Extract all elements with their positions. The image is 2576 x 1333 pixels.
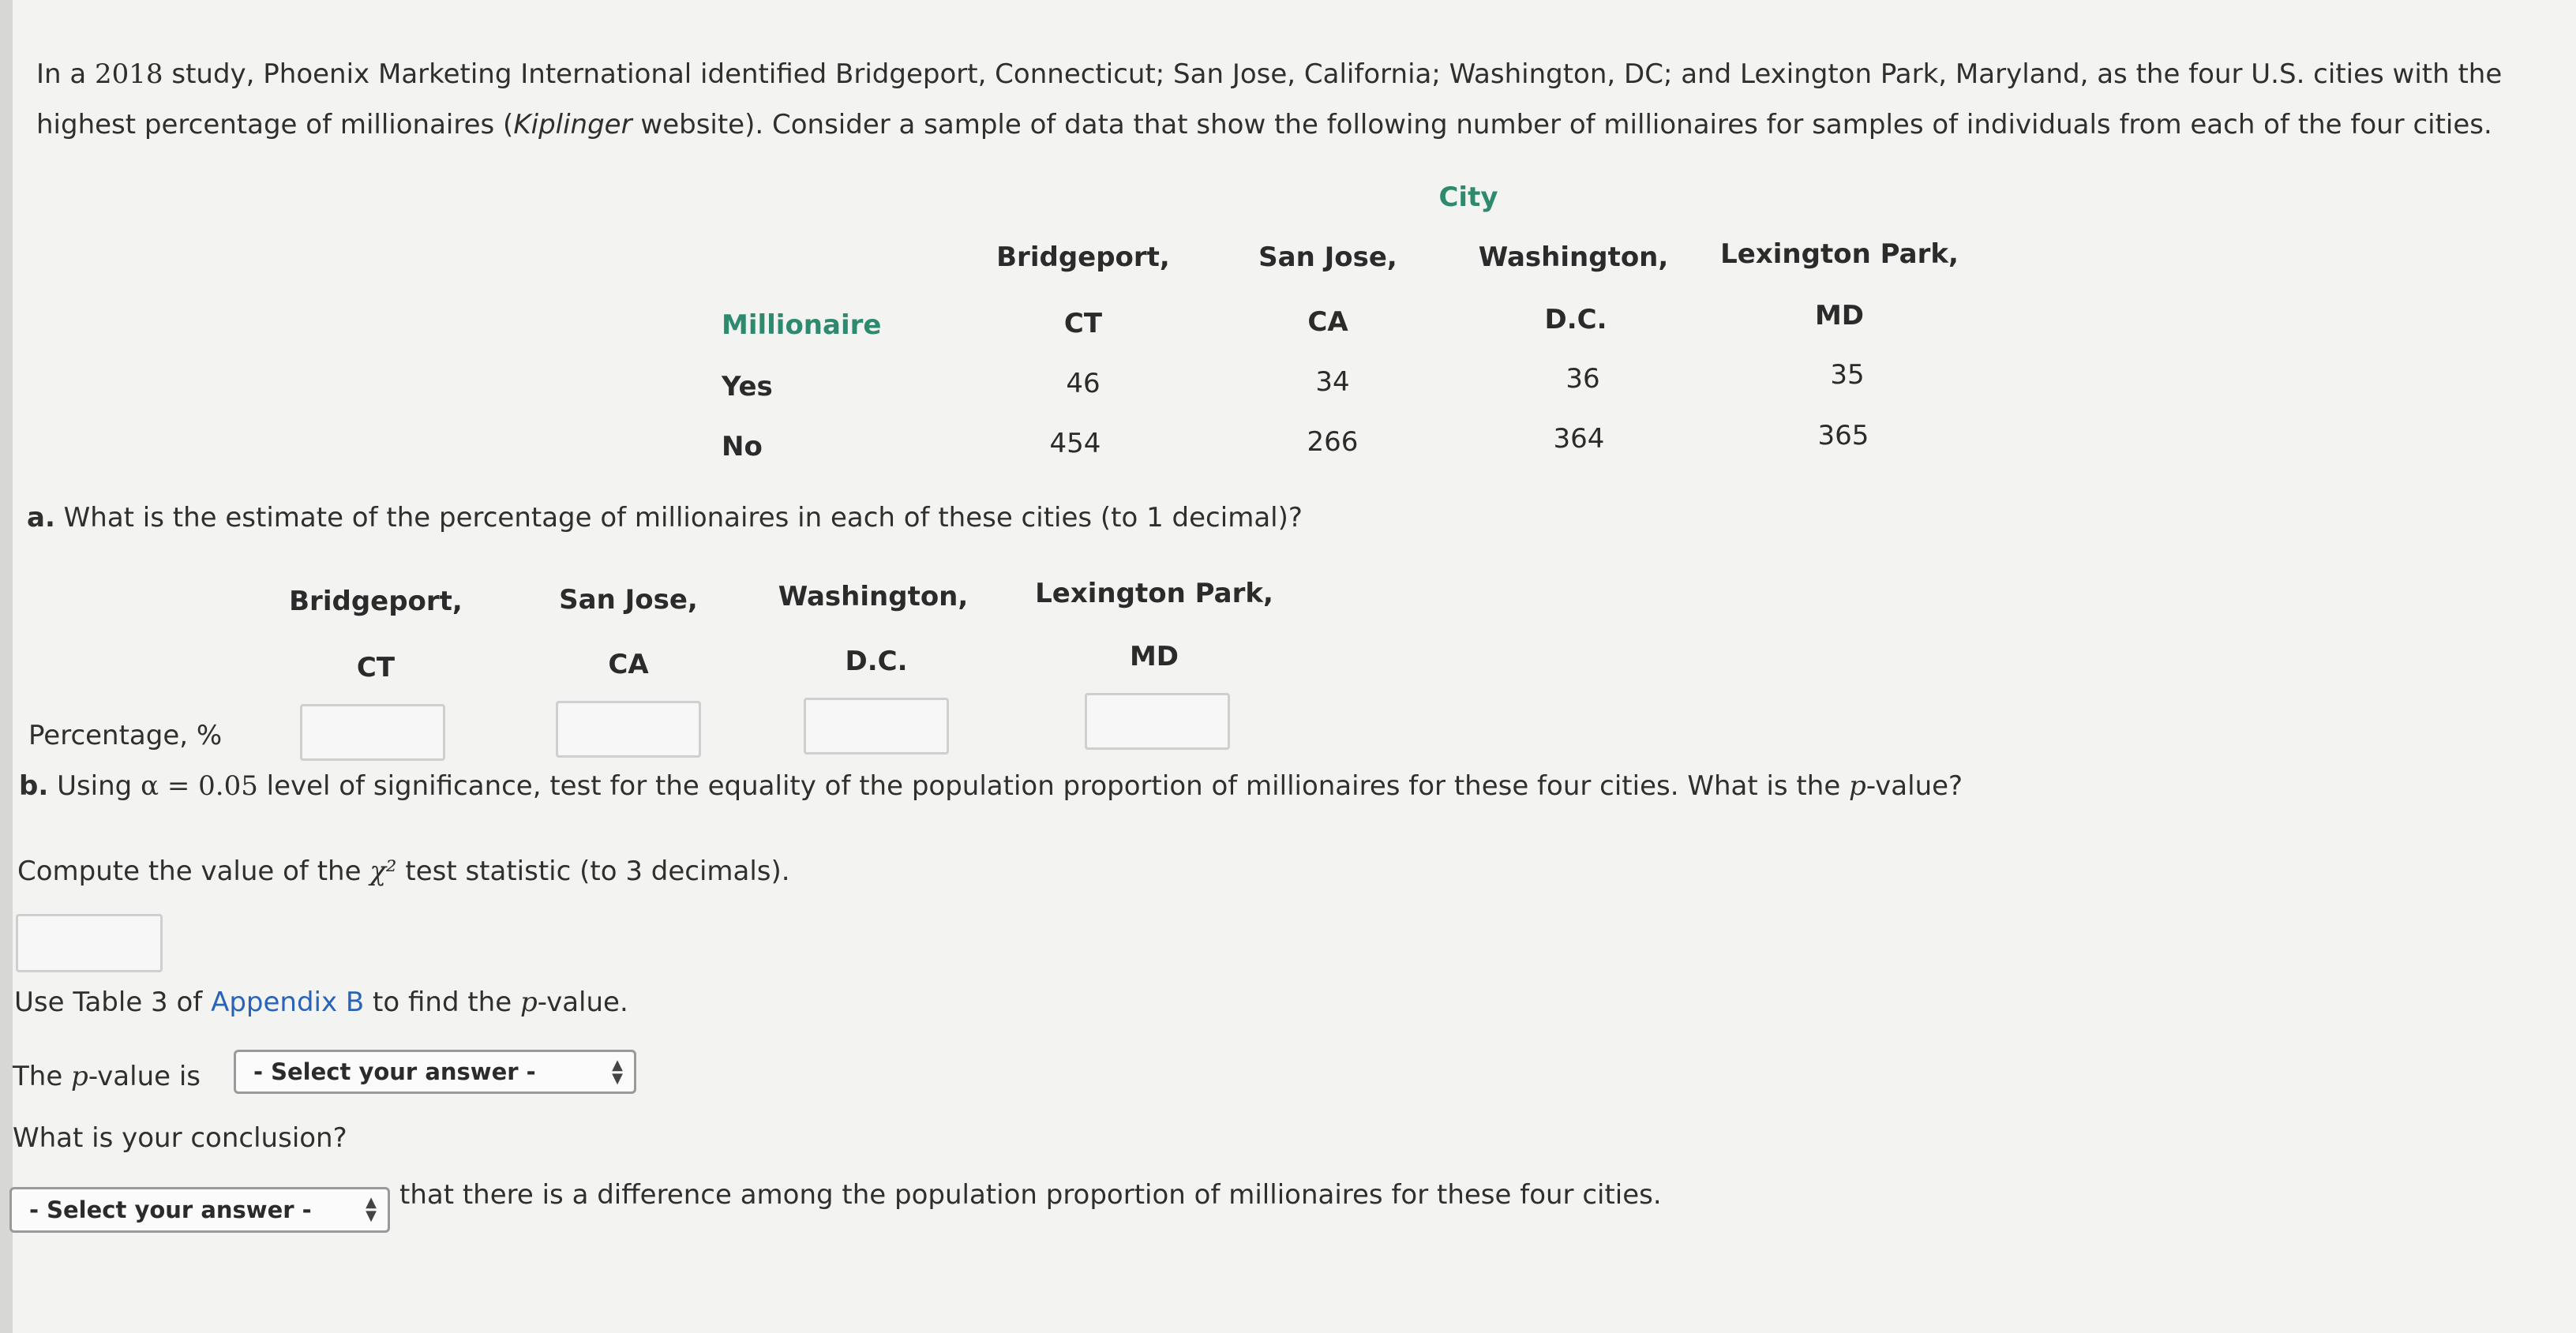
cell-no-washington: 364 — [1553, 423, 1605, 455]
col-sub-dc: D.C. — [1544, 304, 1607, 335]
cell-no-sanjose: 266 — [1307, 426, 1359, 458]
pvalue-select-label: - Select your answer - — [253, 1058, 536, 1085]
appendix-b-link[interactable]: Appendix B — [211, 987, 365, 1018]
conclusion-question: What is your conclusion? — [13, 1122, 347, 1154]
col-header-bridgeport: Bridgeport, — [996, 242, 1170, 273]
a-sub-ca: CA — [608, 649, 649, 680]
answer-box-washington[interactable] — [804, 698, 949, 754]
select-arrows-icon: ▲ ▼ — [366, 1194, 377, 1224]
a-col-sanjose: San Jose, — [559, 584, 698, 616]
col-sub-md: MD — [1814, 300, 1865, 331]
city-header: City — [1438, 182, 1498, 213]
chi-square-symbol: χ² — [369, 856, 397, 887]
pvalue-select[interactable] — [234, 1050, 636, 1094]
col-sub-ct: CT — [1063, 308, 1103, 339]
part-b-question: b. Using α = 0.05 level of significance, test for the equality of the population proportion of millionaires for these four cities. What is the p-value? — [19, 770, 1963, 802]
left-border — [0, 0, 13, 1333]
chi-square-answer-box[interactable] — [16, 914, 163, 972]
a-sub-md: MD — [1129, 641, 1179, 672]
cell-yes-lexington: 35 — [1830, 359, 1865, 391]
row-label-no: No — [722, 431, 763, 462]
input-sanjose[interactable] — [558, 703, 699, 755]
alpha-value: α = 0.05 — [141, 770, 258, 802]
select-arrows-icon: ▲ ▼ — [612, 1057, 623, 1087]
source-name: Kiplinger — [513, 109, 632, 140]
table-instruction: Use Table 3 of Appendix B to find the p-value. — [14, 987, 628, 1018]
a-col-bridgeport: Bridgeport, — [289, 586, 463, 617]
a-sub-ct: CT — [356, 652, 396, 683]
answer-box-sanjose[interactable] — [556, 701, 701, 758]
answer-box-bridgeport[interactable] — [300, 704, 445, 761]
col-header-sanjose: San Jose, — [1258, 242, 1397, 273]
answer-box-lexington[interactable] — [1085, 693, 1230, 750]
col-sub-ca: CA — [1307, 306, 1348, 338]
input-bridgeport[interactable] — [302, 706, 443, 758]
col-header-lexington: Lexington Park, — [1720, 238, 1959, 270]
study-year: 2018 — [95, 58, 163, 90]
a-sub-dc: D.C. — [845, 646, 908, 677]
cell-no-lexington: 365 — [1817, 420, 1869, 451]
row-label-yes: Yes — [722, 371, 773, 403]
conclusion-select-label: - Select your answer - — [29, 1196, 312, 1223]
input-lexington[interactable] — [1087, 695, 1228, 747]
cell-yes-sanjose: 34 — [1315, 366, 1350, 398]
part-a-question: a. What is the estimate of the percentage of millionaires in each of these cities (to 1 decimal)? — [27, 502, 1303, 534]
compute-instruction: Compute the value of the χ² test statistic (to 3 decimals). — [17, 856, 790, 887]
row-header-millionaire: Millionaire — [722, 309, 882, 341]
cell-yes-washington: 36 — [1565, 363, 1600, 395]
cell-no-bridgeport: 454 — [1049, 428, 1101, 459]
col-header-washington: Washington, — [1478, 242, 1669, 273]
pvalue-label: The p-value is — [13, 1061, 201, 1092]
conclusion-select[interactable] — [9, 1187, 390, 1233]
a-col-washington: Washington, — [778, 581, 969, 612]
problem-intro: In a 2018 study, Phoenix Marketing International identified Bridgeport, Connecticut; San Jose, California; Washington, DC; and Lexington Park, Maryland, as the four U.S. cities with the highest percentage of millionaires (Kiplinger website). Consider a sample of data that show the following number of millionaires for samples of individuals from each of the four cities. — [36, 58, 2503, 140]
chi-square-input[interactable] — [18, 916, 160, 970]
a-col-lexington: Lexington Park, — [1035, 578, 1273, 609]
conclusion-text: that there is a difference among the population proportion of millionaires for these four cities. — [399, 1179, 1662, 1211]
percentage-row-label: Percentage, % — [28, 720, 223, 751]
input-washington[interactable] — [806, 700, 947, 752]
cell-yes-bridgeport: 46 — [1066, 368, 1101, 399]
